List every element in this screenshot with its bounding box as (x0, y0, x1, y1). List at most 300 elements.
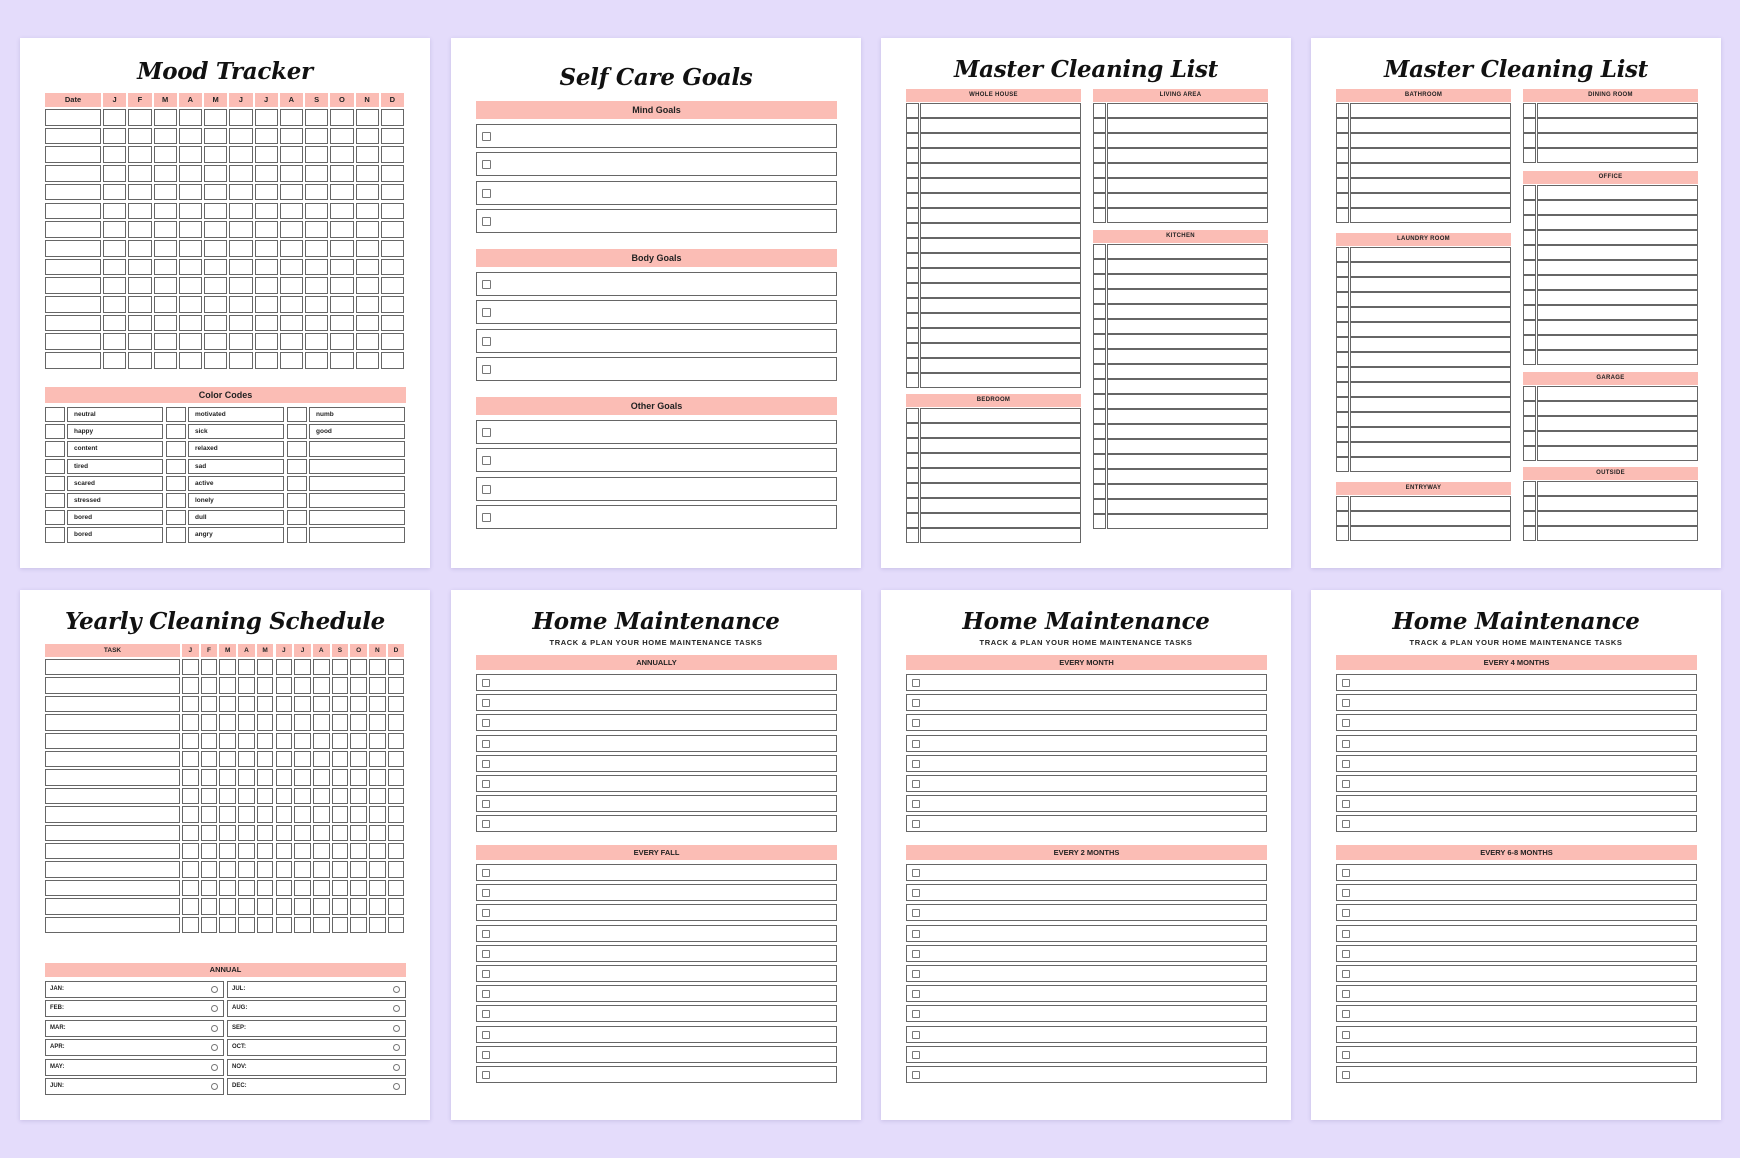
month-cell[interactable] (332, 659, 349, 675)
task-line[interactable] (1107, 394, 1268, 409)
mood-cell[interactable] (204, 333, 227, 350)
month-cell[interactable] (369, 806, 386, 822)
checkbox[interactable] (1093, 364, 1106, 379)
month-cell[interactable] (219, 751, 236, 767)
month-cell[interactable] (313, 677, 330, 693)
task-line[interactable] (920, 118, 1081, 133)
task-line[interactable] (1537, 103, 1698, 118)
month-cell[interactable] (219, 769, 236, 785)
month-cell[interactable] (238, 677, 255, 693)
month-cell[interactable] (313, 880, 330, 896)
checkbox[interactable] (482, 719, 490, 727)
mood-cell[interactable] (154, 165, 177, 182)
mood-cell[interactable] (179, 296, 202, 313)
mood-cell[interactable] (330, 165, 353, 182)
checkbox[interactable] (1342, 970, 1350, 978)
color-swatch-box[interactable] (45, 510, 65, 525)
checkbox[interactable] (1342, 1010, 1350, 1018)
mood-cell[interactable] (154, 184, 177, 201)
circle-checkbox[interactable] (393, 986, 400, 993)
mood-cell[interactable] (280, 296, 303, 313)
mood-cell[interactable] (280, 128, 303, 145)
color-swatch-box[interactable] (166, 493, 186, 508)
mood-cell[interactable] (103, 333, 126, 350)
date-cell[interactable] (45, 315, 101, 332)
color-swatch-box[interactable] (45, 527, 65, 542)
checkbox[interactable] (1523, 350, 1536, 365)
month-cell[interactable] (350, 714, 367, 730)
month-cell[interactable] (182, 825, 199, 841)
mood-cell[interactable] (255, 296, 278, 313)
mood-cell[interactable] (330, 221, 353, 238)
month-cell[interactable] (294, 733, 311, 749)
month-cell[interactable] (388, 825, 405, 841)
task-line[interactable] (1537, 230, 1698, 245)
task-line[interactable] (1107, 349, 1268, 364)
task-line[interactable] (1107, 133, 1268, 148)
checkbox[interactable] (1093, 469, 1106, 484)
month-cell[interactable] (350, 806, 367, 822)
task-line[interactable] (1107, 208, 1268, 223)
color-swatch-box[interactable] (166, 459, 186, 474)
month-cell[interactable] (332, 825, 349, 841)
month-cell[interactable] (313, 696, 330, 712)
month-cell[interactable] (294, 825, 311, 841)
task-line[interactable] (1350, 322, 1511, 337)
month-cell[interactable] (238, 843, 255, 859)
task-line[interactable] (1350, 337, 1511, 352)
mood-cell[interactable] (154, 259, 177, 276)
mood-cell[interactable] (280, 221, 303, 238)
color-swatch-box[interactable] (287, 441, 307, 456)
checkbox[interactable] (1342, 1031, 1350, 1039)
mood-cell[interactable] (128, 296, 151, 313)
task-line[interactable] (1537, 215, 1698, 230)
mood-cell[interactable] (128, 146, 151, 163)
checkbox[interactable] (906, 298, 919, 313)
task-cell[interactable] (45, 788, 180, 804)
color-swatch-box[interactable] (45, 441, 65, 456)
checkbox[interactable] (1336, 412, 1349, 427)
checkbox[interactable] (1093, 289, 1106, 304)
task-cell[interactable] (45, 696, 180, 712)
task-cell[interactable] (45, 677, 180, 693)
task-line[interactable] (920, 498, 1081, 513)
mood-cell[interactable] (103, 109, 126, 126)
task-line[interactable] (1107, 499, 1268, 514)
checkbox[interactable] (1342, 740, 1350, 748)
mood-cell[interactable] (356, 165, 379, 182)
checkbox[interactable] (1342, 990, 1350, 998)
checkbox[interactable] (1523, 260, 1536, 275)
month-cell[interactable] (388, 677, 405, 693)
color-swatch-box[interactable] (45, 476, 65, 491)
task-line[interactable] (920, 343, 1081, 358)
month-cell[interactable] (257, 843, 274, 859)
checkbox[interactable] (1336, 442, 1349, 457)
checkbox[interactable] (906, 528, 919, 543)
task-line[interactable] (920, 268, 1081, 283)
mood-cell[interactable] (356, 333, 379, 350)
mood-cell[interactable] (305, 221, 328, 238)
month-cell[interactable] (182, 861, 199, 877)
checkbox[interactable] (912, 970, 920, 978)
task-cell[interactable] (45, 825, 180, 841)
mood-cell[interactable] (280, 165, 303, 182)
month-cell[interactable] (276, 659, 293, 675)
task-cell[interactable] (45, 898, 180, 914)
mood-cell[interactable] (128, 315, 151, 332)
month-cell[interactable] (257, 696, 274, 712)
checkbox[interactable] (1523, 320, 1536, 335)
month-cell[interactable] (182, 696, 199, 712)
month-cell[interactable] (182, 898, 199, 914)
mood-cell[interactable] (204, 240, 227, 257)
month-cell[interactable] (238, 751, 255, 767)
task-line[interactable] (1107, 103, 1268, 118)
month-cell[interactable] (369, 696, 386, 712)
month-cell[interactable] (332, 751, 349, 767)
mood-cell[interactable] (356, 259, 379, 276)
month-cell[interactable] (238, 733, 255, 749)
mood-cell[interactable] (305, 128, 328, 145)
month-cell[interactable] (201, 751, 218, 767)
checkbox[interactable] (1336, 163, 1349, 178)
task-cell[interactable] (45, 714, 180, 730)
month-cell[interactable] (369, 733, 386, 749)
date-cell[interactable] (45, 277, 101, 294)
task-line[interactable] (920, 208, 1081, 223)
month-cell[interactable] (350, 751, 367, 767)
checkbox[interactable] (906, 118, 919, 133)
mood-cell[interactable] (229, 315, 252, 332)
checkbox[interactable] (1093, 103, 1106, 118)
checkbox[interactable] (1523, 133, 1536, 148)
task-line[interactable] (1107, 319, 1268, 334)
mood-cell[interactable] (280, 184, 303, 201)
mood-cell[interactable] (330, 184, 353, 201)
month-cell[interactable] (369, 861, 386, 877)
mood-cell[interactable] (154, 109, 177, 126)
mood-cell[interactable] (128, 333, 151, 350)
checkbox[interactable] (912, 780, 920, 788)
month-cell[interactable] (276, 788, 293, 804)
mood-cell[interactable] (128, 277, 151, 294)
checkbox[interactable] (906, 163, 919, 178)
checkbox[interactable] (1342, 930, 1350, 938)
month-cell[interactable] (369, 880, 386, 896)
mood-cell[interactable] (255, 146, 278, 163)
month-cell[interactable] (332, 677, 349, 693)
mood-cell[interactable] (179, 221, 202, 238)
checkbox[interactable] (1093, 424, 1106, 439)
checkbox[interactable] (1523, 305, 1536, 320)
mood-cell[interactable] (128, 240, 151, 257)
mood-cell[interactable] (381, 128, 404, 145)
month-cell[interactable] (182, 659, 199, 675)
month-cell[interactable] (257, 917, 274, 933)
checkbox[interactable] (1342, 699, 1350, 707)
mood-cell[interactable] (204, 146, 227, 163)
month-cell[interactable] (201, 861, 218, 877)
mood-cell[interactable] (103, 315, 126, 332)
month-cell[interactable] (182, 769, 199, 785)
checkbox[interactable] (1093, 439, 1106, 454)
color-swatch-box[interactable] (287, 493, 307, 508)
task-line[interactable] (1537, 290, 1698, 305)
mood-cell[interactable] (128, 128, 151, 145)
mood-cell[interactable] (330, 333, 353, 350)
mood-cell[interactable] (255, 221, 278, 238)
checkbox[interactable] (906, 408, 919, 423)
mood-cell[interactable] (128, 352, 151, 369)
checkbox[interactable] (1336, 292, 1349, 307)
color-swatch-box[interactable] (166, 527, 186, 542)
mood-cell[interactable] (381, 277, 404, 294)
task-line[interactable] (1107, 409, 1268, 424)
circle-checkbox[interactable] (393, 1025, 400, 1032)
mood-cell[interactable] (179, 333, 202, 350)
mood-cell[interactable] (128, 259, 151, 276)
task-line[interactable] (1107, 304, 1268, 319)
mood-cell[interactable] (305, 146, 328, 163)
month-cell[interactable] (219, 917, 236, 933)
month-cell[interactable] (238, 898, 255, 914)
checkbox[interactable] (1093, 514, 1106, 529)
month-cell[interactable] (257, 751, 274, 767)
month-cell[interactable] (238, 788, 255, 804)
checkbox[interactable] (1093, 274, 1106, 289)
circle-checkbox[interactable] (393, 1064, 400, 1071)
task-line[interactable] (1350, 103, 1511, 118)
checkbox[interactable] (1093, 133, 1106, 148)
month-cell[interactable] (332, 733, 349, 749)
mood-cell[interactable] (229, 146, 252, 163)
checkbox[interactable] (482, 930, 490, 938)
circle-checkbox[interactable] (393, 1083, 400, 1090)
checkbox[interactable] (912, 1071, 920, 1079)
checkbox[interactable] (906, 373, 919, 388)
checkbox[interactable] (1523, 103, 1536, 118)
mood-cell[interactable] (305, 296, 328, 313)
checkbox[interactable] (482, 1031, 490, 1039)
task-line[interactable] (920, 103, 1081, 118)
checkbox[interactable] (906, 208, 919, 223)
mood-cell[interactable] (381, 109, 404, 126)
checkbox[interactable] (1523, 401, 1536, 416)
task-line[interactable] (1107, 259, 1268, 274)
task-line[interactable] (1537, 275, 1698, 290)
month-cell[interactable] (182, 677, 199, 693)
color-swatch-box[interactable] (287, 527, 307, 542)
mood-cell[interactable] (330, 109, 353, 126)
mood-cell[interactable] (204, 352, 227, 369)
checkbox[interactable] (1523, 416, 1536, 431)
mood-cell[interactable] (103, 184, 126, 201)
mood-cell[interactable] (356, 146, 379, 163)
mood-cell[interactable] (179, 352, 202, 369)
task-line[interactable] (1537, 511, 1698, 526)
color-swatch-box[interactable] (45, 424, 65, 439)
checkbox[interactable] (912, 1010, 920, 1018)
task-line[interactable] (1350, 367, 1511, 382)
mood-cell[interactable] (154, 146, 177, 163)
date-cell[interactable] (45, 146, 101, 163)
mood-cell[interactable] (356, 277, 379, 294)
checkbox[interactable] (912, 699, 920, 707)
mood-cell[interactable] (103, 296, 126, 313)
task-line[interactable] (1107, 148, 1268, 163)
checkbox[interactable] (1523, 446, 1536, 461)
task-line[interactable] (1107, 469, 1268, 484)
task-line[interactable] (1537, 446, 1698, 461)
month-cell[interactable] (276, 751, 293, 767)
month-cell[interactable] (332, 843, 349, 859)
mood-cell[interactable] (128, 221, 151, 238)
task-line[interactable] (1537, 481, 1698, 496)
month-cell[interactable] (219, 825, 236, 841)
month-cell[interactable] (294, 917, 311, 933)
checkbox[interactable] (1336, 103, 1349, 118)
task-line[interactable] (1107, 334, 1268, 349)
circle-checkbox[interactable] (211, 1005, 218, 1012)
checkbox[interactable] (906, 268, 919, 283)
month-cell[interactable] (388, 696, 405, 712)
checkbox[interactable] (906, 283, 919, 298)
task-line[interactable] (1350, 148, 1511, 163)
mood-cell[interactable] (255, 109, 278, 126)
task-line[interactable] (1350, 292, 1511, 307)
circle-checkbox[interactable] (211, 1064, 218, 1071)
month-cell[interactable] (294, 769, 311, 785)
month-cell[interactable] (257, 825, 274, 841)
date-cell[interactable] (45, 221, 101, 238)
mood-cell[interactable] (255, 203, 278, 220)
color-swatch-box[interactable] (166, 407, 186, 422)
month-cell[interactable] (238, 659, 255, 675)
date-cell[interactable] (45, 333, 101, 350)
checkbox[interactable] (906, 148, 919, 163)
month-cell[interactable] (257, 769, 274, 785)
month-cell[interactable] (201, 733, 218, 749)
month-cell[interactable] (332, 806, 349, 822)
month-cell[interactable] (294, 861, 311, 877)
checkbox[interactable] (1336, 526, 1349, 541)
task-line[interactable] (920, 163, 1081, 178)
month-cell[interactable] (369, 898, 386, 914)
checkbox[interactable] (1336, 322, 1349, 337)
checkbox[interactable] (1336, 178, 1349, 193)
mood-cell[interactable] (330, 315, 353, 332)
checkbox[interactable] (1523, 335, 1536, 350)
month-cell[interactable] (201, 806, 218, 822)
task-line[interactable] (920, 513, 1081, 528)
month-cell[interactable] (388, 843, 405, 859)
mood-cell[interactable] (381, 221, 404, 238)
task-line[interactable] (1350, 178, 1511, 193)
mood-cell[interactable] (229, 203, 252, 220)
checkbox[interactable] (1093, 334, 1106, 349)
checkbox[interactable] (1336, 511, 1349, 526)
mood-cell[interactable] (103, 240, 126, 257)
checkbox[interactable] (482, 189, 491, 198)
task-line[interactable] (1537, 133, 1698, 148)
mood-cell[interactable] (255, 333, 278, 350)
mood-cell[interactable] (179, 259, 202, 276)
month-cell[interactable] (182, 714, 199, 730)
mood-cell[interactable] (103, 128, 126, 145)
mood-cell[interactable] (179, 184, 202, 201)
checkbox[interactable] (1523, 118, 1536, 133)
checkbox[interactable] (1523, 275, 1536, 290)
checkbox[interactable] (1336, 277, 1349, 292)
month-cell[interactable] (201, 843, 218, 859)
checkbox[interactable] (1342, 780, 1350, 788)
task-line[interactable] (1107, 118, 1268, 133)
checkbox[interactable] (482, 308, 491, 317)
task-line[interactable] (920, 148, 1081, 163)
month-cell[interactable] (350, 788, 367, 804)
task-line[interactable] (920, 408, 1081, 423)
checkbox[interactable] (1342, 869, 1350, 877)
task-line[interactable] (1350, 526, 1511, 541)
task-line[interactable] (1537, 200, 1698, 215)
checkbox[interactable] (1093, 118, 1106, 133)
month-cell[interactable] (388, 751, 405, 767)
month-cell[interactable] (219, 898, 236, 914)
task-line[interactable] (1537, 431, 1698, 446)
mood-cell[interactable] (280, 203, 303, 220)
month-cell[interactable] (276, 714, 293, 730)
month-cell[interactable] (182, 788, 199, 804)
task-line[interactable] (920, 178, 1081, 193)
task-line[interactable] (1350, 496, 1511, 511)
month-cell[interactable] (201, 659, 218, 675)
month-cell[interactable] (201, 714, 218, 730)
month-cell[interactable] (332, 880, 349, 896)
checkbox[interactable] (1342, 719, 1350, 727)
checkbox[interactable] (906, 358, 919, 373)
month-cell[interactable] (294, 788, 311, 804)
task-line[interactable] (1107, 454, 1268, 469)
mood-cell[interactable] (356, 109, 379, 126)
color-swatch-box[interactable] (287, 407, 307, 422)
month-cell[interactable] (276, 769, 293, 785)
checkbox[interactable] (482, 365, 491, 374)
month-cell[interactable] (332, 898, 349, 914)
checkbox[interactable] (906, 313, 919, 328)
checkbox[interactable] (1523, 526, 1536, 541)
month-cell[interactable] (294, 751, 311, 767)
date-cell[interactable] (45, 165, 101, 182)
checkbox[interactable] (1342, 909, 1350, 917)
mood-cell[interactable] (381, 146, 404, 163)
checkbox[interactable] (1093, 304, 1106, 319)
checkbox[interactable] (482, 800, 490, 808)
checkbox[interactable] (906, 178, 919, 193)
checkbox[interactable] (1523, 290, 1536, 305)
month-cell[interactable] (257, 714, 274, 730)
task-line[interactable] (1107, 274, 1268, 289)
mood-cell[interactable] (280, 277, 303, 294)
month-cell[interactable] (257, 733, 274, 749)
month-cell[interactable] (350, 898, 367, 914)
checkbox[interactable] (912, 869, 920, 877)
mood-cell[interactable] (229, 221, 252, 238)
month-cell[interactable] (294, 659, 311, 675)
checkbox[interactable] (1523, 200, 1536, 215)
task-line[interactable] (1537, 526, 1698, 541)
